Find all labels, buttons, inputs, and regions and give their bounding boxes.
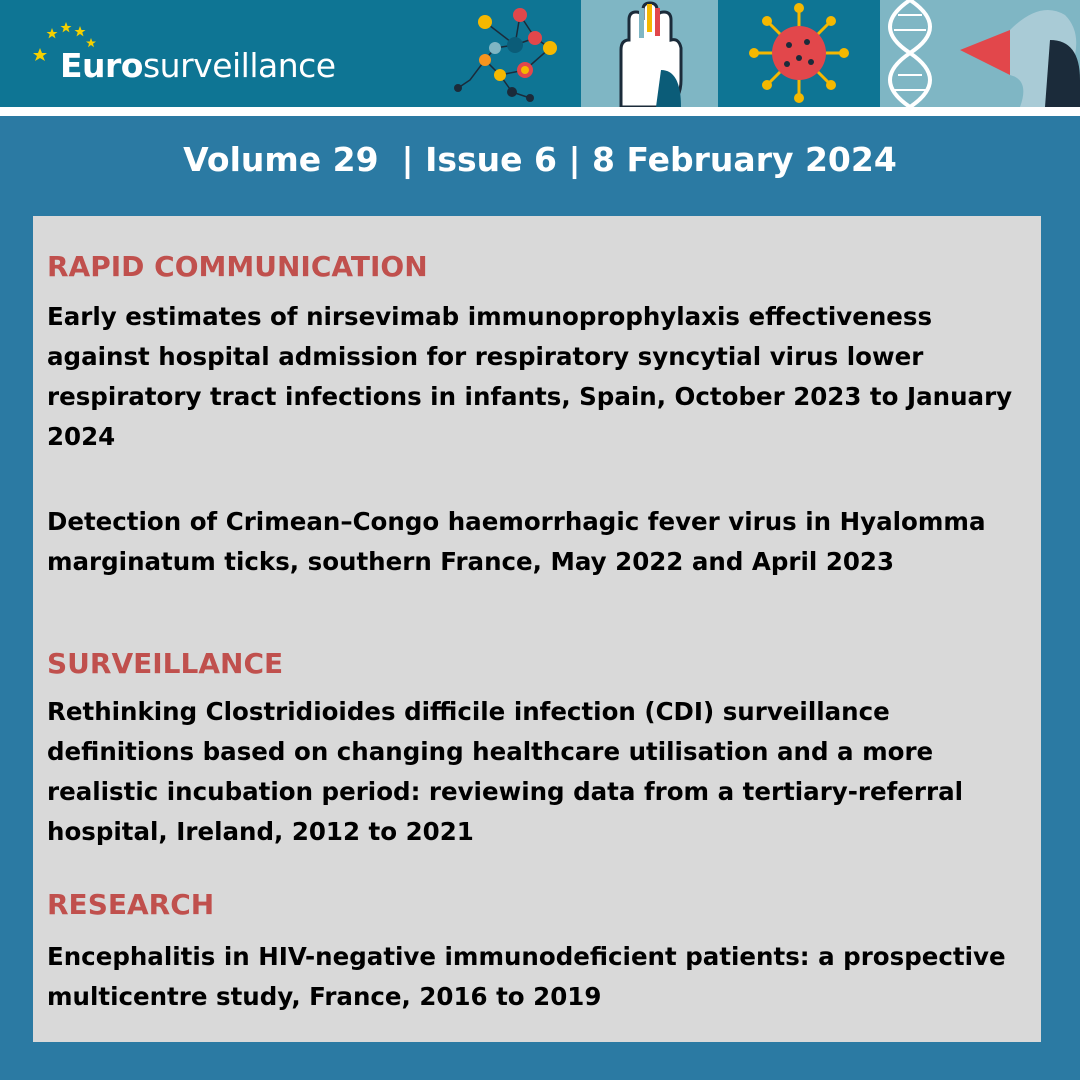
article-title[interactable]: Rethinking Clostridioides difficile infection (CDI) surveillance definitions based on changing healthcare utilisation and a more realistic incubation period: reviewing data from a tertiary-referral hospital, Ireland, 2012 to 2021 (47, 697, 963, 846)
header-banner (0, 0, 1080, 107)
banner-divider (0, 107, 1080, 116)
article-title[interactable]: Encephalitis in HIV-negative immunodeficient patients: a prospective multicentre study, France, 2016 to 2019 (47, 942, 1006, 1011)
hand-graphic (581, 0, 718, 107)
section-heading-rapid-communication: RAPID COMMUNICATION (47, 250, 428, 283)
brand-logo: Eurosurveillance (60, 46, 336, 85)
network-graphic (440, 0, 580, 107)
virus-graphic (719, 0, 879, 107)
article-title[interactable]: Detection of Crimean–Congo haemorrhagic fever virus in Hyalomma marginatum ticks, southern France, May 2022 and April 2023 (47, 507, 986, 576)
section-heading-surveillance: SURVEILLANCE (47, 647, 284, 680)
issue-info: Volume 29 | Issue 6 | 8 February 2024 (183, 140, 897, 179)
article-title[interactable]: Early estimates of nirsevimab immunoprophylaxis effectiveness against hospital admission for respiratory syncytial virus lower respiratory tract infections in infants, Spain, October 2023 to January 2024 (47, 302, 1013, 451)
section-heading-research: RESEARCH (47, 888, 215, 921)
dna-graphic (880, 0, 1080, 107)
